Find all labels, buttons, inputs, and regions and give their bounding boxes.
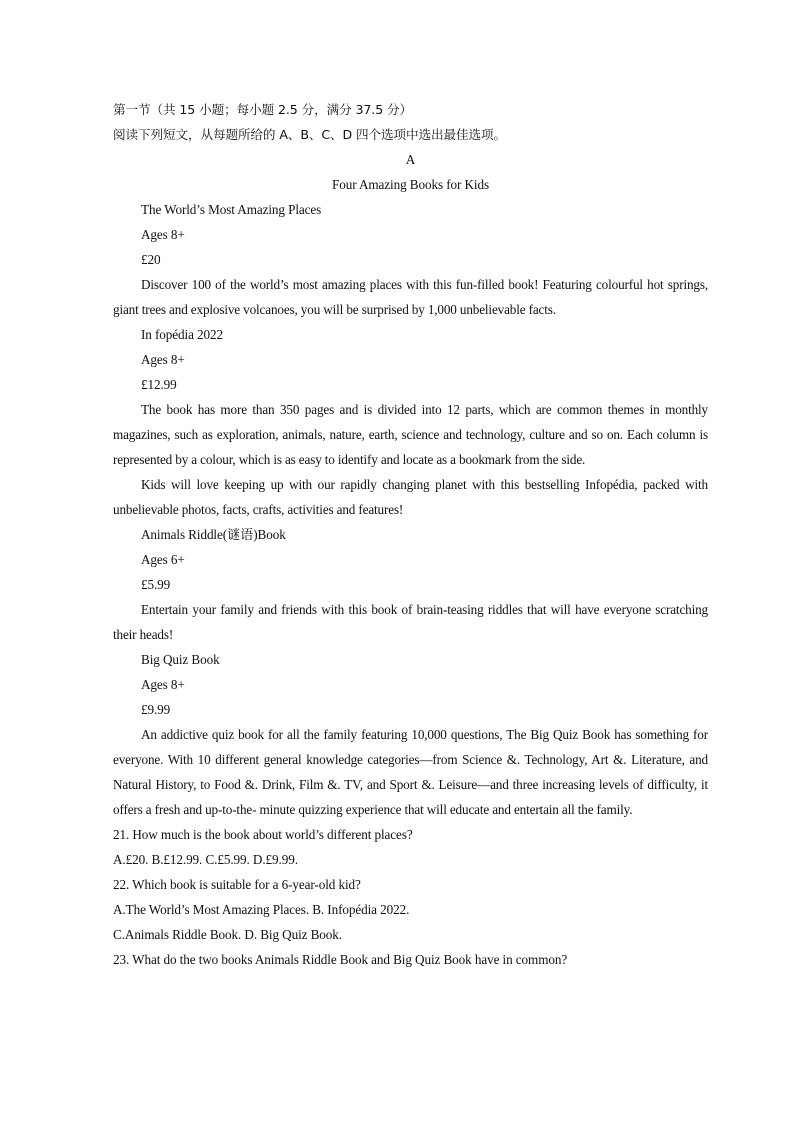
book-4 bbox=[113, 647, 708, 822]
instructions: 阅读下列短文，从每题所给的 A、B、C、D 四个选项中选出最佳选项。 bbox=[113, 127, 506, 142]
question-stem: 23. What do the two books Animals Riddle Book and Big Quiz Book have in common? bbox=[113, 952, 568, 967]
book-title: The World’s Most Amazing Places bbox=[141, 202, 322, 217]
question-options: A.The World’s Most Amazing Places. B. Infopédia 2022. bbox=[113, 902, 410, 917]
section-header: 第一节（共 15 小题；每小题 2.5 分，满分 37.5 分） bbox=[113, 102, 413, 117]
book-price: £5.99 bbox=[141, 577, 171, 592]
book-description: An addictive quiz book for all the family featuring 10,000 questions, The Big Quiz Book has something for everyone. With 10 different general knowledge categories—from Science &. Technology, Art &. Literature, and Natural History, to Food &. Drink, Film &. TV, and Sport &. Leisure—and three increasing levels of difficulty, it offers a fresh and up-to-the- minute quizzing experience that will educate and entertain all the family. bbox=[113, 727, 708, 817]
passage-title: Four Amazing Books for Kids bbox=[331, 177, 489, 192]
question-22 bbox=[113, 872, 708, 947]
question-options: C.Animals Riddle Book. D. Big Quiz Book. bbox=[113, 927, 342, 942]
question-21 bbox=[113, 822, 708, 872]
question-23 bbox=[113, 947, 708, 972]
question-options: A.£20. B.£12.99. C.£5.99. D.£9.99. bbox=[113, 852, 298, 867]
book-description: The book has more than 350 pages and is divided into 12 parts, which are common themes in monthly magazines, such as exploration, animals, nature, earth, science and technology, culture and so on. Each column is represented by a colour, which is as easy to identify and locate as a bookmark from the side. bbox=[113, 402, 708, 467]
book-ages: Ages 8+ bbox=[141, 352, 185, 367]
question-stem: 22. Which book is suitable for a 6-year-old kid? bbox=[113, 877, 361, 892]
book-2 bbox=[113, 322, 708, 522]
book-description: Discover 100 of the world’s most amazing places with this fun-filled book! Featuring colourful hot springs, giant trees and explosive volcanoes, you will be surprised by 1,000 unbelievable facts. bbox=[113, 277, 708, 317]
book-description-2: Kids will love keeping up with our rapidly changing planet with this bestselling Infopédia, packed with unbelievable photos, facts, crafts, activities and features! bbox=[113, 477, 708, 517]
book-ages: Ages 6+ bbox=[141, 552, 185, 567]
book-price: £20 bbox=[141, 252, 161, 267]
book-description: Entertain your family and friends with this book of brain-teasing riddles that will have everyone scratching their heads! bbox=[113, 602, 708, 642]
book-title: In fopédia 2022 bbox=[141, 327, 223, 342]
book-title: Animals Riddle(谜语)Book bbox=[141, 527, 286, 542]
book-1 bbox=[113, 197, 708, 322]
exam-page bbox=[113, 97, 708, 972]
book-title: Big Quiz Book bbox=[141, 652, 220, 667]
book-price: £12.99 bbox=[141, 377, 177, 392]
book-ages: Ages 8+ bbox=[141, 677, 185, 692]
question-stem: 21. How much is the book about world’s different places? bbox=[113, 827, 413, 842]
book-ages: Ages 8+ bbox=[141, 227, 185, 242]
book-3 bbox=[113, 522, 708, 647]
passage-letter: A bbox=[405, 152, 416, 167]
book-price: £9.99 bbox=[141, 702, 171, 717]
